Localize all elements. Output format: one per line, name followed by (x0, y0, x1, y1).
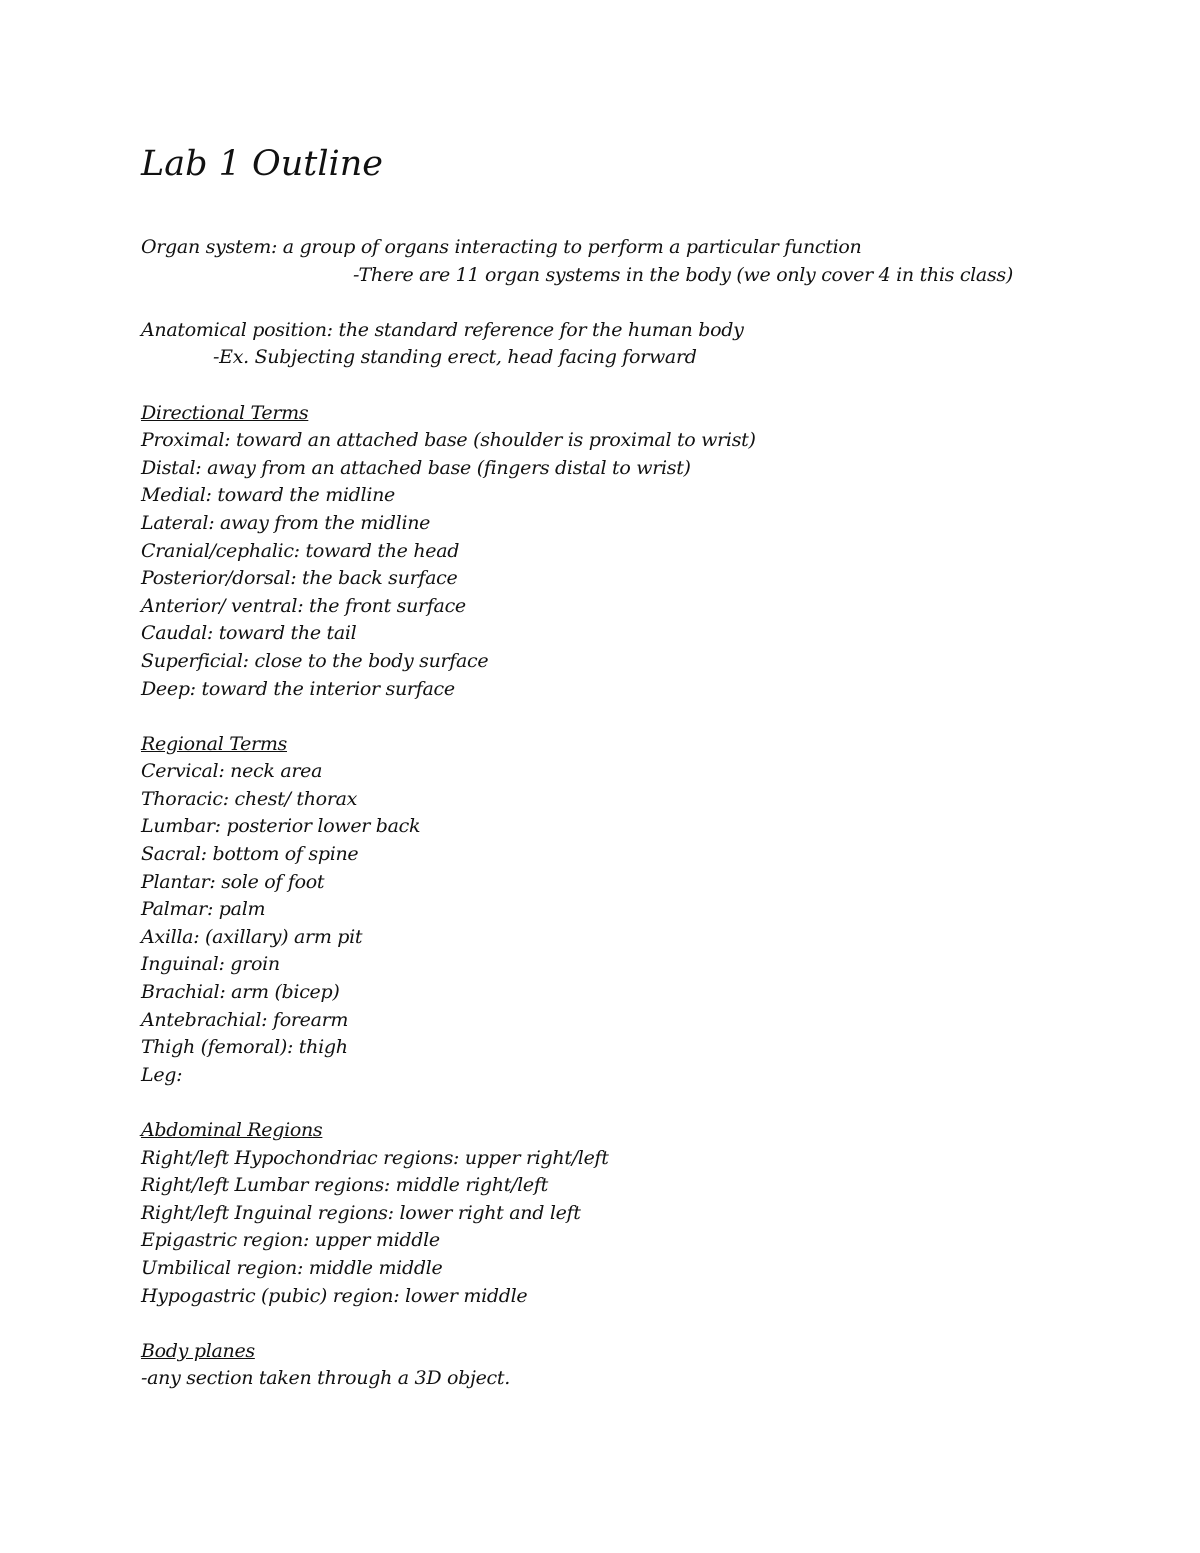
list-item: Deep: toward the interior surface (141, 677, 455, 700)
list-item: Proximal: toward an attached base (shoulder is proximal to wrist) (141, 429, 756, 452)
spacer (141, 1089, 1121, 1117)
list-item: Posterior/dorsal: the back surface (141, 567, 458, 590)
list-item: Antebrachial: forearm (141, 1008, 349, 1031)
anatomical-position-definition: Anatomical position: the standard reference for the human body (141, 318, 744, 341)
body-planes-heading: Body planes (141, 1339, 255, 1362)
spacer (141, 289, 1121, 317)
regional-terms-heading: Regional Terms (141, 732, 288, 755)
list-item: Cervical: neck area (141, 760, 323, 783)
spacer (141, 1310, 1121, 1338)
list-item: Caudal: toward the tail (141, 622, 357, 645)
spacer (141, 372, 1121, 400)
list-item: Medial: toward the midline (141, 484, 395, 507)
anatomical-position-example: -Ex. Subjecting standing erect, head facing forward (213, 346, 697, 369)
organ-system-note: -There are 11 organ systems in the body (we only cover 4 in this class) (353, 263, 1013, 286)
list-item: Lumbar: posterior lower back (141, 815, 421, 838)
body-planes-note: -any section taken through a 3D object. (141, 1367, 510, 1390)
abdominal-regions-heading: Abdominal Regions (141, 1119, 323, 1141)
list-item: Thoracic: chest/ thorax (141, 787, 358, 810)
list-item: Cranial/cephalic: toward the head (141, 539, 460, 562)
list-item: Palmar: palm (141, 898, 266, 921)
organ-system-definition: Organ system: a group of organs interacting to perform a particular function (141, 236, 862, 258)
list-item: Right/left Hypochondriac regions: upper right/left (141, 1146, 609, 1169)
list-item: Axilla: (axillary) arm pit (141, 925, 363, 948)
list-item: Anterior/ ventral: the front surface (141, 594, 466, 617)
list-item: Right/left Lumbar regions: middle right/left (141, 1174, 548, 1197)
list-item: Inguinal: groin (141, 953, 280, 976)
list-item: Superficial: close to the body surface (141, 649, 489, 672)
list-item: Plantar: sole of foot (141, 870, 325, 893)
list-item: Thigh (femoral): thigh (141, 1036, 348, 1059)
list-item: Epigastric region: upper middle (141, 1229, 440, 1252)
list-item: Leg: (141, 1063, 183, 1086)
abdominal-regions-list (141, 1145, 1121, 1311)
list-item: Distal: away from an attached base (fingers distal to wrist) (141, 456, 691, 479)
page-title: Lab 1 Outline (141, 144, 383, 184)
list-item: Hypogastric (pubic) region: lower middle (141, 1284, 528, 1307)
directional-terms-heading: Directional Terms (141, 401, 309, 424)
regional-terms-list (141, 758, 1121, 1089)
spacer (141, 703, 1121, 731)
list-item: Umbilical region: middle middle (141, 1256, 443, 1279)
document-body (141, 234, 1121, 1393)
list-item: Brachial: arm (bicep) (141, 981, 340, 1004)
list-item: Sacral: bottom of spine (141, 843, 359, 866)
list-item: Right/left Inguinal regions: lower right and left (141, 1201, 581, 1224)
list-item: Lateral: away from the midline (141, 511, 431, 534)
directional-terms-list (141, 427, 1121, 703)
